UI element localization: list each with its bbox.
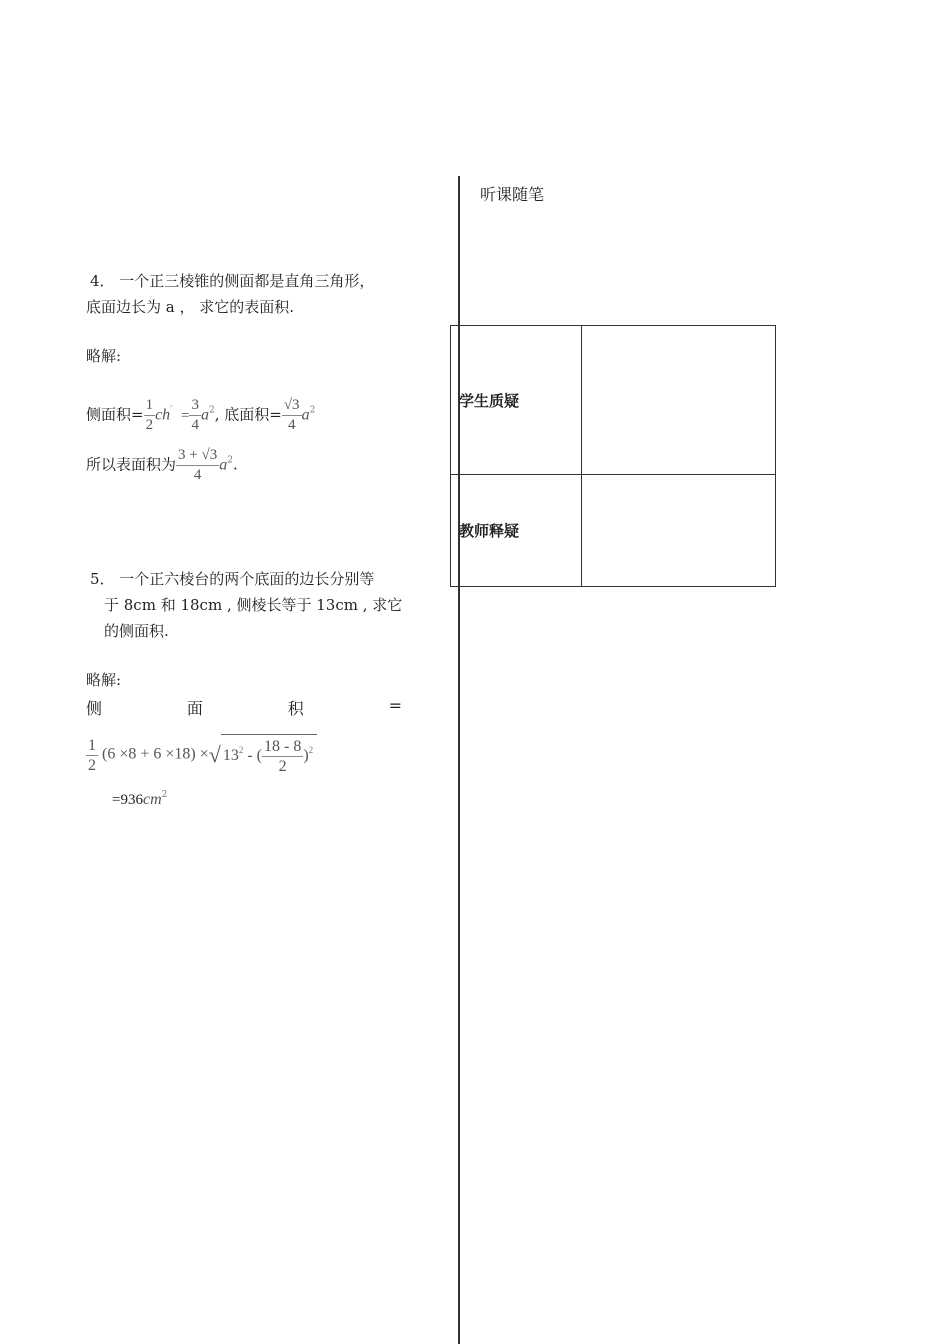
question-4-total-area: 所以表面积为 $\frac{3 + √3}{4}$ $a^2$. bbox=[86, 447, 238, 483]
question-4-answer-label: 略解: bbox=[86, 347, 122, 365]
fraction-three-quarters: $\frac{3}{4}$ bbox=[191, 397, 199, 433]
question-4-lateral-area: 侧面积= $\frac{1}{2}$ ch′ = $\frac{3}{4}$ $a^2$, 底面积= $\frac{√3}{4}$ $a^2$ bbox=[86, 397, 316, 433]
teacher-answer-cell[interactable] bbox=[582, 475, 776, 587]
fraction-one-half: $\frac{1}{2}$ bbox=[145, 397, 154, 433]
question-5-lateral-area-line: 侧 面 积 = bbox=[86, 696, 402, 718]
unit-cm: cm bbox=[142, 791, 162, 808]
question-4 bbox=[86, 268, 416, 320]
question-4-line-2: 底面边长为 a ， 求它的表面积. bbox=[86, 298, 295, 316]
question-5-formula: $\frac{1}{2}$ (6 ×8 + 6 ×18) ×√ $13^2$ - ( $\frac{18 - 8}{2}$ )$^2$ bbox=[86, 734, 317, 776]
question-4-line-1: 4． 一个正三棱锥的侧面都是直角三角形， bbox=[90, 272, 375, 290]
sqrt-radical: √ bbox=[208, 742, 221, 767]
question-5 bbox=[86, 566, 416, 644]
base-area-label: , 底面积= bbox=[214, 405, 282, 424]
sqrt-expression: $13^2$ - ( $\frac{18 - 8}{2}$ )$^2$ bbox=[221, 734, 317, 776]
lateral-area-label: 侧面积= bbox=[86, 405, 144, 424]
question-5-line-1: 5． 一个正六棱台的两个底面的边长分别等 bbox=[90, 570, 375, 588]
fraction-sqrt3-over-4: $\frac{√3}{4}$ bbox=[283, 397, 300, 433]
qa-table bbox=[450, 325, 776, 587]
math-ch: ch bbox=[155, 406, 171, 424]
question-5-answer-label: 略解: bbox=[86, 671, 122, 689]
teacher-answer-label: 教师释疑 bbox=[451, 475, 582, 587]
question-5-line-3: 的侧面积. bbox=[104, 622, 169, 640]
student-question-label: 学生质疑 bbox=[451, 326, 582, 475]
table-row bbox=[451, 326, 776, 475]
question-5-line-2: 于 8cm 和 18cm , 侧棱长等于 13cm , 求它 bbox=[104, 596, 403, 614]
question-5-result: $=936cm^2$ bbox=[112, 790, 168, 808]
notes-title: 听课随笔 bbox=[480, 185, 545, 204]
fraction-one-half: $\frac{1}{2}$ bbox=[88, 736, 96, 774]
total-area-label: 所以表面积为 bbox=[86, 455, 177, 474]
table-row bbox=[451, 475, 776, 587]
student-question-cell[interactable] bbox=[582, 326, 776, 475]
fraction-3-plus-sqrt3-over-4: $\frac{3 + √3}{4}$ bbox=[178, 447, 218, 483]
